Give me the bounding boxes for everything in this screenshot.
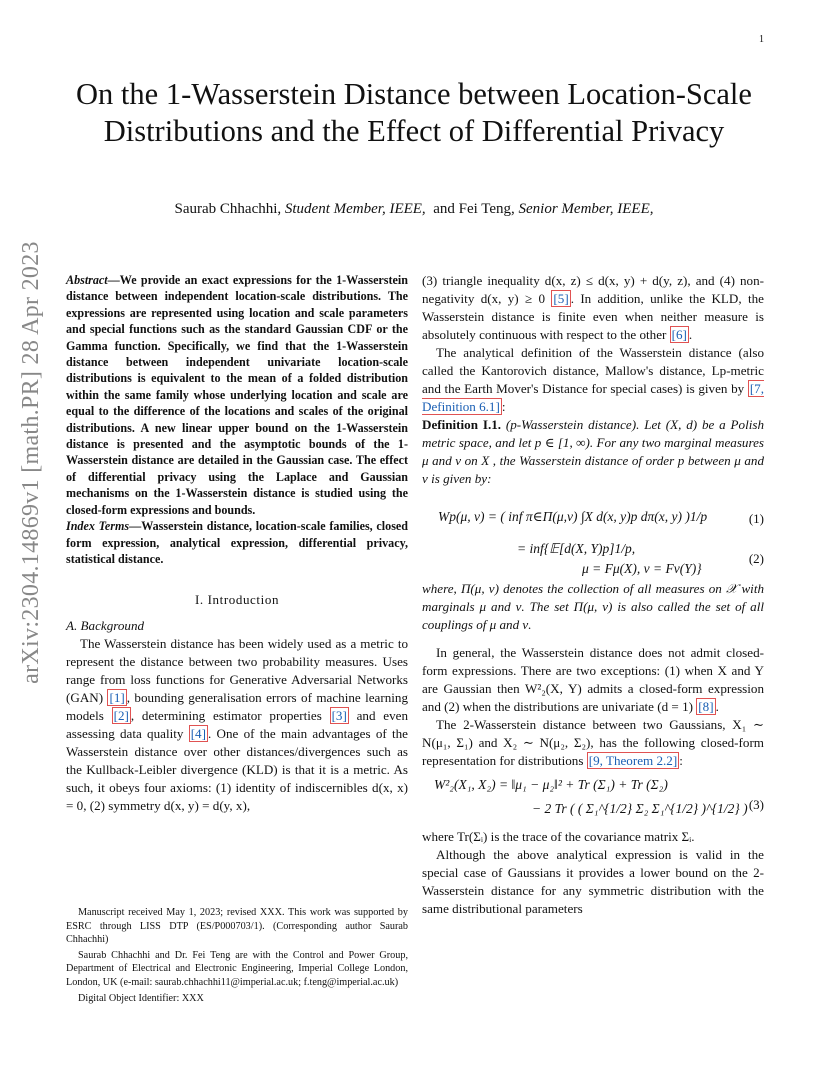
equation-3: W²₂(X₁, X₂) = ‖μ₁ − μ₂‖² + Tr (Σ₁) + Tr (Σ₂) − 2 Tr ( ( Σ₁^{1/2} Σ₂ Σ₁^{1/2} )^{1/2} ) (3) bbox=[434, 777, 764, 816]
left-column bbox=[66, 272, 408, 815]
author-2: and Fei Teng, bbox=[433, 201, 515, 217]
equation-number: (1) bbox=[748, 511, 764, 526]
equation-2: = inf{𝔼[d(X, Y)p]1/p, μ = Fμ(X), ν = Fν(Y)} (2) bbox=[517, 541, 764, 576]
equation-number: (2) bbox=[748, 551, 764, 566]
page-number: 1 bbox=[759, 34, 764, 45]
right-column bbox=[422, 272, 764, 918]
intro-paragraph: The Wasserstein distance has been widely used as a metric to represent the distance between two probability measures. Uses range from loss functions for Generative Adversarial Networks (GAN) [1] , bounding generalisation errors of machine learning models [2] , determining estimator properties [3] and even assessing data quality [4] . One of the main advantages of the Wasserstein distance over other distances/divergences such as the Kullback-Leibler divergence (KLD) is that it is a metric. As such, it obeys four axioms: (1) identity of indiscernibles d(x, x) = 0, (2) symmetry d(x, y) = d(y, x), bbox=[66, 636, 408, 814]
section-heading: I. Introduction bbox=[194, 592, 280, 608]
citation-link[interactable]: [1] bbox=[109, 690, 125, 706]
equation-1: Wp(μ, ν) = ( inf π∈Π(μ,ν) ∫X d(x, y)p dπ(x, y) )1/p (1) bbox=[438, 509, 764, 526]
definition-intro-paragraph: The analytical definition of the Wasserstein distance (also called the Kantorovich distance, Mallow's distance, Lp-metric and the Earth Mover's Distance for special cases) is given by [7, Definition 6.1] : bbox=[422, 345, 764, 414]
equation-number: (3) bbox=[748, 797, 764, 812]
footnote-manuscript: Manuscript received May 1, 2023; revised XXX. This work was supported by ESRC through LISS DTP (ES/P000703/1). (Corresponding author Saurab Chhachhi) bbox=[66, 907, 408, 946]
arxiv-stamp: arXiv:2304.14869v1 [math.PR] 28 Apr 2023 bbox=[17, 240, 44, 684]
subsection-heading: A. Background bbox=[66, 618, 145, 634]
citation-link[interactable]: [9, Theorem 2.2] bbox=[588, 753, 678, 768]
citation-link[interactable]: [2] bbox=[113, 708, 129, 724]
axioms-paragraph: (3) triangle inequality d(x, z) ≤ d(x, y) + d(y, z), and (4) non-negativity d(x, y) ≥ 0 [5] . In addition, unlike the KLD, the Wasserstein distance is finite even when neither measure is absolutely continuous with respect to the other [6] . bbox=[422, 273, 764, 342]
author-2-role: Senior Member, IEEE, bbox=[518, 201, 654, 217]
author-line bbox=[60, 201, 768, 218]
gaussian-paragraph: The 2-Wasserstein distance between two Gaussians, X₁ ∼ N(μ₁, Σ₁) and X₂ ∼ N(μ₂, Σ₂), has the following closed-form representation for distributions [9, Theorem 2.2] : bbox=[422, 717, 764, 768]
footnotes bbox=[66, 906, 408, 1007]
trace-note: where Tr(Σᵢ) is the trace of the covariance matrix Σᵢ. bbox=[422, 829, 695, 844]
author-1-role: Student Member, IEEE, bbox=[284, 201, 426, 217]
citation-link[interactable]: [5] bbox=[553, 291, 569, 306]
definition-where: where, Π(μ, ν) denotes the collection of all measures on 𝒳 with marginals μ and ν. The set Π(μ, ν) is also called the set of all couplings of μ and ν. bbox=[422, 581, 764, 632]
footnote-affiliation: Saurab Chhachhi and Dr. Fei Teng are with the Control and Power Group, Department of Electrical and Electronic Engineering, Imperial College London, London, UK (e-mail: saurab.chhachhi11@imperial.ac.uk; f.teng@imperial.ac.uk) bbox=[66, 949, 408, 988]
lower-bound-paragraph: Although the above analytical expression is valid in the special case of Gaussians it provides a lower bound on the 2-Wasserstein distance for any symmetric distribution with the same distributional parameters bbox=[422, 847, 764, 916]
definition-block: Definition I.1. (p-Wasserstein distance). Let (X, d) be a Polish metric space, and let p ∈ [1, ∞). For any two marginal measures μ and ν on X , the Wasserstein distance of order p between μ and ν is given by: bbox=[422, 417, 764, 486]
footnote-doi: Digital Object Identifier: XXX bbox=[78, 992, 204, 1004]
citation-link[interactable]: [4] bbox=[190, 726, 206, 742]
citation-link[interactable]: [8] bbox=[698, 699, 714, 714]
closed-form-paragraph: In general, the Wasserstein distance does not admit closed-form expressions. There are two exceptions: (1) when X and Y are Gaussian then W²₂(X, Y) admits a closed-form expression and (2) when the distributions are univariate (d = 1) [8] . bbox=[422, 645, 764, 714]
citation-link[interactable]: [6] bbox=[671, 327, 687, 342]
citation-link[interactable]: [7, Definition 6.1] bbox=[422, 381, 764, 414]
paper-title: On the 1-Wasserstein Distance between Location-Scale Distributions and the Effect of Differential Privacy bbox=[76, 77, 752, 148]
citation-link[interactable]: [3] bbox=[331, 708, 347, 724]
index-terms: Index Terms—Wasserstein distance, location-scale families, closed form expression, analytical expression, differential privacy, statistical distance. bbox=[66, 519, 409, 566]
abstract: Abstract—We provide an exact expressions for the 1-Wasserstein distance between independent location-scale distributions. The expressions are represented using location and scale parameters and special functions such as the standard Gaussian CDF or the Gamma function. Specifically, we find that the 1-Wasserstein distance between independent univariate location-scale distributions is equivalent to the mean of a folded distribution within the same family whose underlying location and scale are equal to the difference of the locations and scales of the original distributions. A new linear upper bound on the 1-Wasserstein distance is presented and the asymptotic bounds of the 1-Wasserstein distance are detailed in the Gaussian case. The effect of differential privacy using the Laplace and Gaussian mechanisms on the 1-Wasserstein distance is studied using the closed-form expressions and bounds. bbox=[66, 273, 408, 517]
author-1: Saurab Chhachhi, bbox=[174, 201, 282, 217]
